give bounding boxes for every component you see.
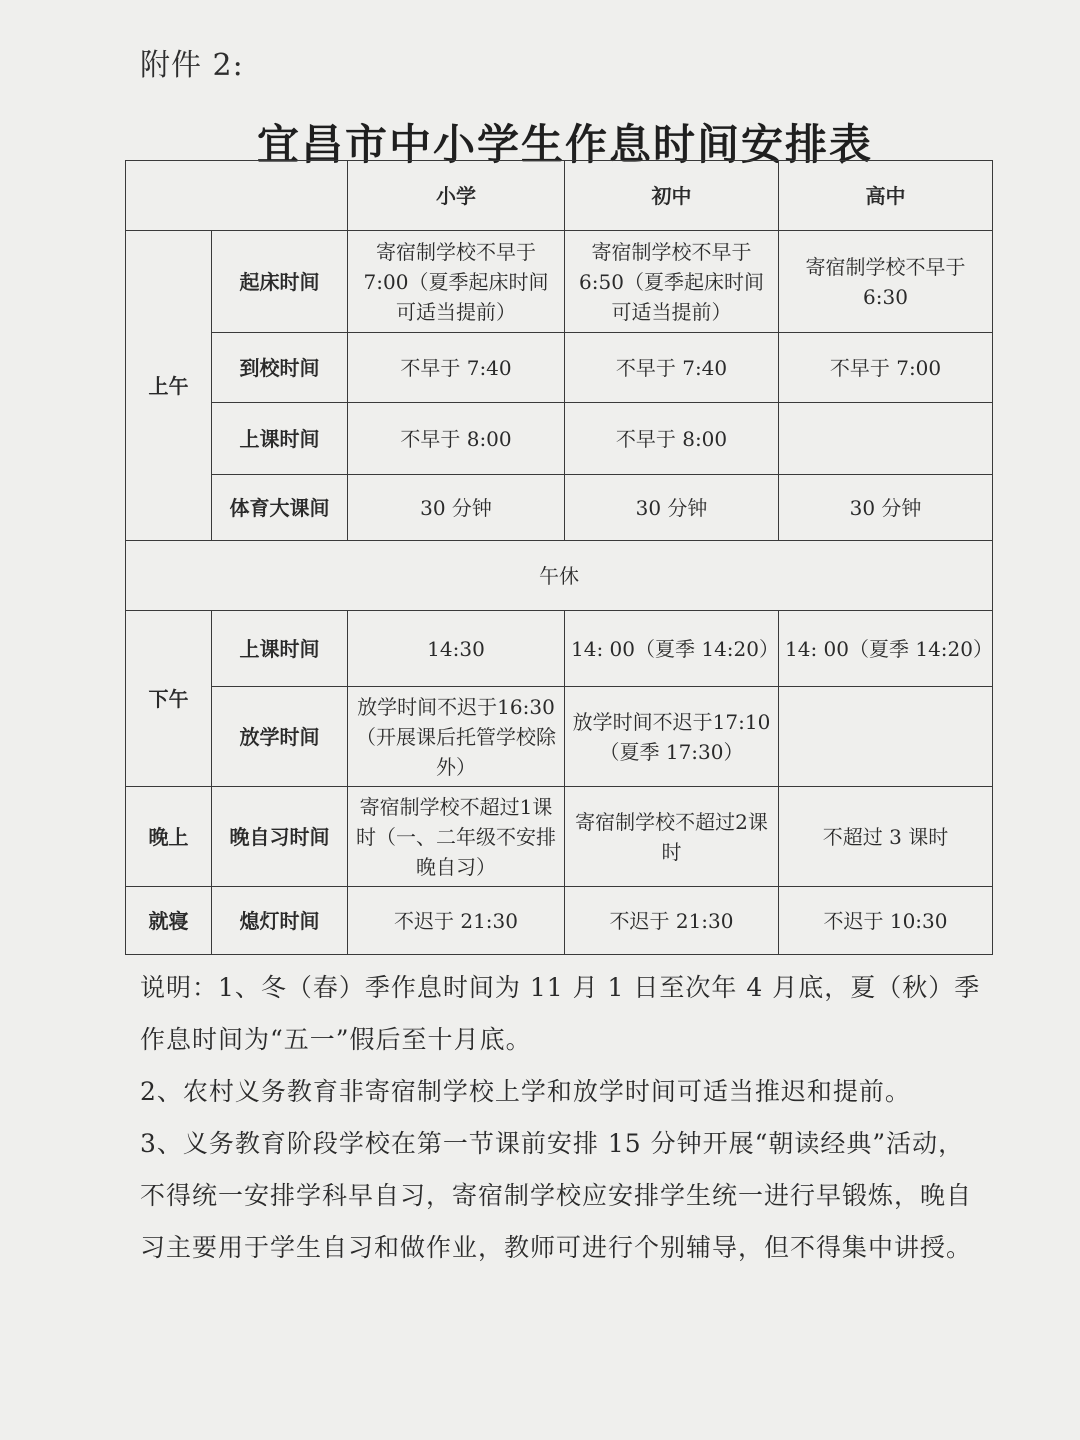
table-row — [126, 161, 993, 231]
cell-dismiss-junior: 放学时间不迟于17:10（夏季 17:30） — [565, 687, 779, 787]
cell-class-pm-junior: 14: 00（夏季 14:20） — [565, 611, 779, 687]
cell-wake-senior: 寄宿制学校不早于6:30 — [779, 231, 993, 333]
cell-class-am-primary: 不早于 8:00 — [348, 403, 565, 475]
cell-dismiss-primary: 放学时间不迟于16:30（开展课后托管学校除外） — [348, 687, 565, 787]
cell-class-pm-senior: 14: 00（夏季 14:20） — [779, 611, 993, 687]
cell-pe-senior: 30 分钟 — [779, 475, 993, 541]
table-row — [126, 611, 993, 687]
cell-wake-junior: 寄宿制学校不早于6:50（夏季起床时间可适当提前） — [565, 231, 779, 333]
cell-arrive-primary: 不早于 7:40 — [348, 333, 565, 403]
table-row — [126, 403, 993, 475]
schedule-table — [125, 160, 993, 955]
cell-arrive-junior: 不早于 7:40 — [565, 333, 779, 403]
cell-class-am-senior — [779, 403, 993, 475]
table-row — [126, 787, 993, 887]
cell-lights-junior: 不迟于 21:30 — [565, 887, 779, 955]
notes-section — [140, 962, 990, 1274]
cell-arrive-senior: 不早于 7:00 — [779, 333, 993, 403]
table-row — [126, 231, 993, 333]
page-title: 宜昌市中小学生作息时间安排表 — [256, 120, 873, 169]
cell-wake-primary: 寄宿制学校不早于7:00（夏季起床时间可适当提前） — [348, 231, 565, 333]
cell-lights-senior: 不迟于 10:30 — [779, 887, 993, 955]
period-afternoon: 下午 — [126, 611, 212, 787]
cell-evening-junior: 寄宿制学校不超过2课时 — [565, 787, 779, 887]
cell-pe-junior: 30 分钟 — [565, 475, 779, 541]
cell-evening-senior: 不超过 3 课时 — [779, 787, 993, 887]
period-morning: 上午 — [126, 231, 212, 541]
table-row — [126, 475, 993, 541]
cell-pe-primary: 30 分钟 — [348, 475, 565, 541]
header-primary: 小学 — [348, 161, 565, 231]
cell-dismiss-senior — [779, 687, 993, 787]
cell-evening-primary: 寄宿制学校不超过1课时（一、二年级不安排晚自习） — [348, 787, 565, 887]
item-arrive: 到校时间 — [212, 333, 348, 403]
period-bedtime: 就寝 — [126, 887, 212, 955]
period-evening: 晚上 — [126, 787, 212, 887]
item-pe-break: 体育大课间 — [212, 475, 348, 541]
item-evening-study: 晚自习时间 — [212, 787, 348, 887]
cell-class-pm-primary: 14:30 — [348, 611, 565, 687]
table-row — [126, 541, 993, 611]
header-corner-cell — [126, 161, 348, 231]
item-lights-out: 熄灯时间 — [212, 887, 348, 955]
item-dismiss: 放学时间 — [212, 687, 348, 787]
cell-class-am-junior: 不早于 8:00 — [565, 403, 779, 475]
table-row — [126, 887, 993, 955]
header-junior: 初中 — [565, 161, 779, 231]
attachment-label: 附件 2: — [140, 48, 244, 83]
note-3: 3、义务教育阶段学校在第一节课前安排 15 分钟开展“朝读经典”活动，不得统一安排学科早自习，寄宿制学校应安排学生统一进行早锻炼，晚自习主要用于学生自习和做作业，教师可进行个别辅导，但不得集中讲授。 — [140, 1129, 973, 1262]
note-1: 说明：1、冬（春）季作息时间为 11 月 1 日至次年 4 月底，夏（秋）季作息时间为“五一”假后至十月底。 — [140, 973, 981, 1054]
cell-lights-primary: 不迟于 21:30 — [348, 887, 565, 955]
item-class-pm: 上课时间 — [212, 611, 348, 687]
note-2: 2、农村义务教育非寄宿制学校上学和放学时间可适当推迟和提前。 — [140, 1077, 911, 1106]
item-wake: 起床时间 — [212, 231, 348, 333]
item-class-am: 上课时间 — [212, 403, 348, 475]
table-row — [126, 687, 993, 787]
table-row — [126, 333, 993, 403]
header-senior: 高中 — [779, 161, 993, 231]
noon-break-row: 午休 — [126, 541, 993, 611]
